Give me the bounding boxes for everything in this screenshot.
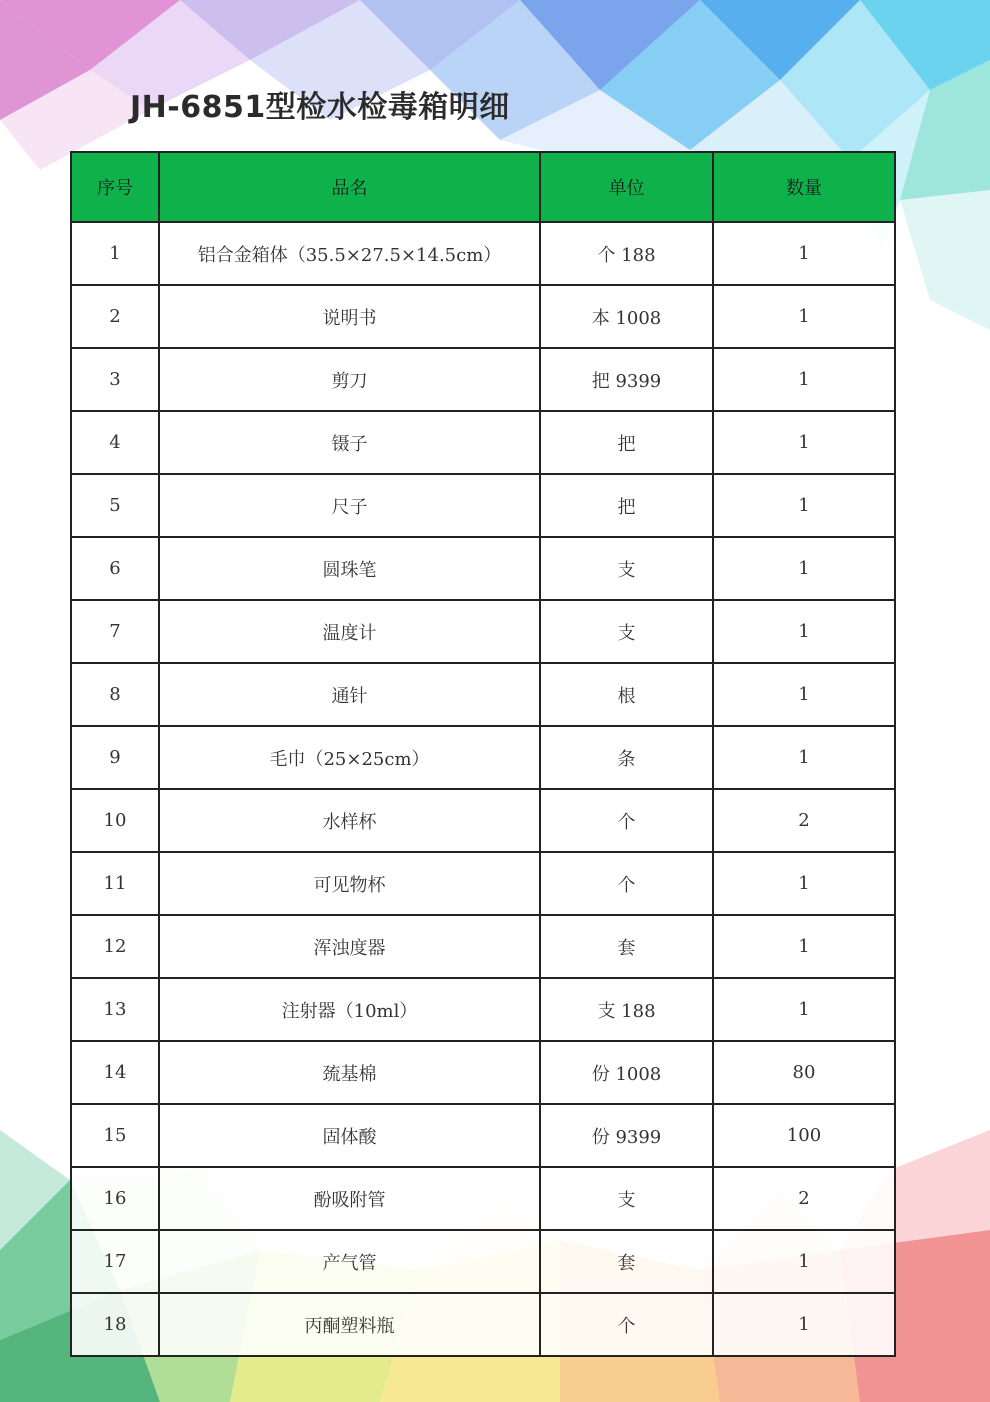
table-row <box>71 1293 895 1356</box>
cell-index: 5 <box>71 474 159 537</box>
cell-index: 18 <box>71 1293 159 1356</box>
table-row <box>71 411 895 474</box>
cell-unit: 支 <box>540 537 713 600</box>
cell-quantity: 1 <box>713 285 895 348</box>
table-row <box>71 600 895 663</box>
cell-unit: 个 188 <box>540 222 713 285</box>
cell-index: 14 <box>71 1041 159 1104</box>
cell-quantity: 1 <box>713 474 895 537</box>
cell-item-name: 丙酮塑料瓶 <box>159 1293 540 1356</box>
header-row <box>71 152 895 222</box>
cell-unit: 份 1008 <box>540 1041 713 1104</box>
cell-unit: 支 <box>540 600 713 663</box>
cell-index: 16 <box>71 1167 159 1230</box>
cell-index: 1 <box>71 222 159 285</box>
table-row <box>71 537 895 600</box>
cell-index: 8 <box>71 663 159 726</box>
cell-index: 15 <box>71 1104 159 1167</box>
cell-index: 10 <box>71 789 159 852</box>
cell-quantity: 1 <box>713 852 895 915</box>
cell-unit: 把 <box>540 411 713 474</box>
header-item-name: 品名 <box>159 152 540 222</box>
cell-quantity: 100 <box>713 1104 895 1167</box>
table-row <box>71 726 895 789</box>
cell-unit: 套 <box>540 1230 713 1293</box>
cell-unit: 个 <box>540 789 713 852</box>
cell-index: 6 <box>71 537 159 600</box>
cell-quantity: 1 <box>713 348 895 411</box>
cell-unit: 把 9399 <box>540 348 713 411</box>
cell-item-name: 可见物杯 <box>159 852 540 915</box>
header-quantity: 数量 <box>713 152 895 222</box>
cell-quantity: 80 <box>713 1041 895 1104</box>
cell-quantity: 1 <box>713 411 895 474</box>
table-body <box>71 222 895 1356</box>
cell-item-name: 镊子 <box>159 411 540 474</box>
cell-quantity: 2 <box>713 1167 895 1230</box>
cell-quantity: 1 <box>713 537 895 600</box>
table-row <box>71 222 895 285</box>
cell-index: 7 <box>71 600 159 663</box>
header-index: 序号 <box>71 152 159 222</box>
table-row <box>71 663 895 726</box>
cell-quantity: 2 <box>713 789 895 852</box>
header-unit: 单位 <box>540 152 713 222</box>
cell-item-name: 圆珠笔 <box>159 537 540 600</box>
page-title: JH-6851型检水检毒箱明细 <box>130 90 510 125</box>
cell-quantity: 1 <box>713 1293 895 1356</box>
table-row <box>71 348 895 411</box>
cell-quantity: 1 <box>713 600 895 663</box>
cell-unit: 份 9399 <box>540 1104 713 1167</box>
cell-quantity: 1 <box>713 222 895 285</box>
cell-unit: 支 188 <box>540 978 713 1041</box>
cell-item-name: 说明书 <box>159 285 540 348</box>
cell-quantity: 1 <box>713 663 895 726</box>
cell-unit: 根 <box>540 663 713 726</box>
cell-item-name: 尺子 <box>159 474 540 537</box>
table-row <box>71 1230 895 1293</box>
cell-quantity: 1 <box>713 978 895 1041</box>
table-row <box>71 978 895 1041</box>
cell-item-name: 水样杯 <box>159 789 540 852</box>
cell-index: 3 <box>71 348 159 411</box>
table-row <box>71 852 895 915</box>
cell-item-name: 通针 <box>159 663 540 726</box>
cell-quantity: 1 <box>713 726 895 789</box>
cell-unit: 个 <box>540 852 713 915</box>
cell-index: 2 <box>71 285 159 348</box>
cell-item-name: 铝合金箱体（35.5×27.5×14.5cm） <box>159 222 540 285</box>
cell-item-name: 浑浊度器 <box>159 915 540 978</box>
cell-item-name: 酚吸附管 <box>159 1167 540 1230</box>
table-row <box>71 285 895 348</box>
table-header <box>71 152 895 222</box>
cell-item-name: 剪刀 <box>159 348 540 411</box>
cell-quantity: 1 <box>713 1230 895 1293</box>
cell-unit: 个 <box>540 1293 713 1356</box>
table-row <box>71 1167 895 1230</box>
cell-item-name: 温度计 <box>159 600 540 663</box>
cell-unit: 支 <box>540 1167 713 1230</box>
table-row <box>71 915 895 978</box>
cell-index: 11 <box>71 852 159 915</box>
cell-unit: 把 <box>540 474 713 537</box>
table-row <box>71 1041 895 1104</box>
cell-quantity: 1 <box>713 915 895 978</box>
cell-unit: 套 <box>540 915 713 978</box>
cell-unit: 条 <box>540 726 713 789</box>
cell-index: 13 <box>71 978 159 1041</box>
cell-item-name: 注射器（10ml） <box>159 978 540 1041</box>
table-row <box>71 1104 895 1167</box>
cell-unit: 本 1008 <box>540 285 713 348</box>
cell-index: 4 <box>71 411 159 474</box>
items-table <box>70 151 896 1357</box>
cell-index: 9 <box>71 726 159 789</box>
table-row <box>71 789 895 852</box>
cell-index: 17 <box>71 1230 159 1293</box>
cell-item-name: 产气管 <box>159 1230 540 1293</box>
table-row <box>71 474 895 537</box>
cell-item-name: 巯基棉 <box>159 1041 540 1104</box>
cell-item-name: 毛巾（25×25cm） <box>159 726 540 789</box>
cell-index: 12 <box>71 915 159 978</box>
cell-item-name: 固体酸 <box>159 1104 540 1167</box>
